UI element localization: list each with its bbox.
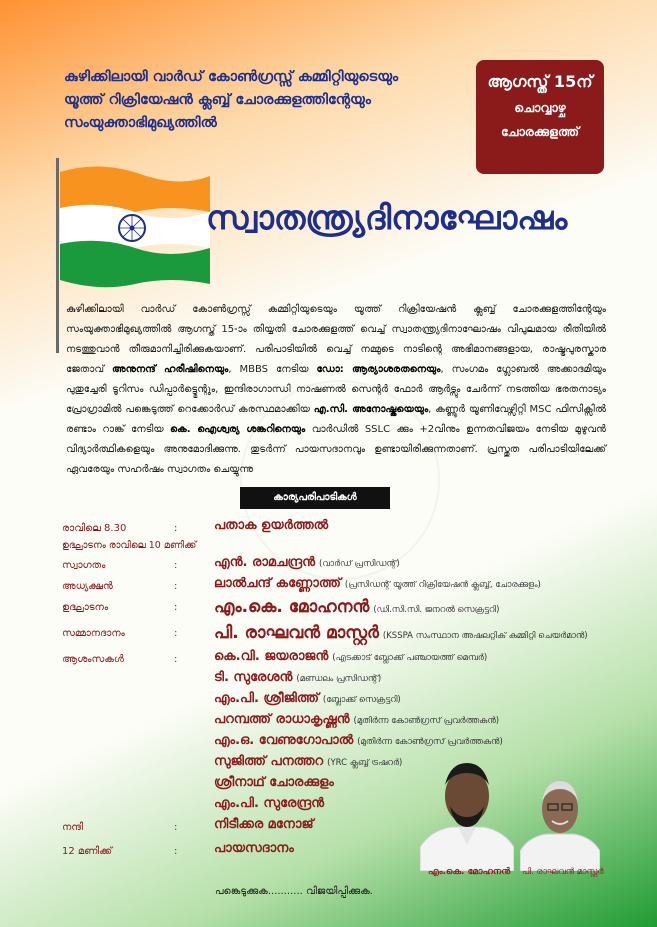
row-note: (YRC ക്ലബ്ബ് ട്രഷറർ): [327, 758, 403, 768]
row-colon: :: [174, 822, 178, 833]
para-text-1: കുഴിക്കിലായി വാർഡ് കോൺഗ്രസ്സ് കമ്മിറ്റിയുടെയും യൂത്ത് റിക്രിയേഷൻ ക്ലബ്ബ് ചോരക്കുളത്തിന്റേയും സംയുക്താഭിമുഖ്യത്തിൽ ആഗസ്ത് 15-ാം തിയ്യതി ചോരക്കുളത്ത് വെച്ച് സ്വാതന്ത്ര്യദിനാഘോഷം വിപുലമായ രീതിയിൽ നടത്തുവാൻ തീരുമാനിച്ചിരിക്കുകയാണ്. പരിപാടിയിൽ വെച്ച് നമ്മുടെ നാടിന്റെ അഭിമാനങ്ങളായ, രാഷ്ട്രപുരസ്കാര ജേതാവ്: [66, 304, 606, 375]
row-value-text: പി. രാഘവൻ മാസ്റ്റർ: [214, 623, 379, 643]
program-row: [62, 670, 622, 691]
row-value-text: എം.പി. ശ്രീജിത്ത്: [214, 691, 319, 706]
row-value-text: പറമ്പത്ത് രാധാകൃഷ്ണൻ: [214, 712, 350, 727]
row-value: [214, 597, 499, 617]
event-place: ചോരക്കുളത്ത്: [500, 124, 580, 139]
honoree-1: അനുനന്ദ് ഹരീഷിനെയും: [112, 364, 229, 375]
row-label: സമ്മാനദാനം: [62, 628, 125, 639]
row-value: [214, 712, 499, 727]
event-day: ചൊവ്വാഴ്ച: [514, 100, 566, 115]
row-value: [214, 555, 400, 570]
row-value: [214, 775, 334, 790]
headline-line-2: യൂത്ത് റിക്രിയേഷൻ ക്ലബ്ബ് ചോരക്കുളത്തിന്റേയും: [64, 92, 371, 108]
row-value-text: ലാൽചന്ദ് കണ്ണോത്ത്: [214, 576, 341, 591]
row-colon: :: [174, 581, 178, 592]
row-note: (വാർഡ് പ്രസിഡന്റ്): [319, 559, 400, 569]
flag-pole: [56, 158, 59, 353]
row-note: (പ്രസിഡന്റ് യൂത്ത് റിക്രിയേഷൻ ക്ലബ്ബ്, ചോരക്കുളം): [344, 580, 541, 590]
row-note: (ഡി.സി.സി. ജനറൽ സെക്രട്ടറി): [373, 605, 500, 615]
row-value-text: ടി. സുരേശൻ: [214, 670, 293, 685]
row-value-text: സുജിത്ത് പനത്തറ: [214, 754, 324, 769]
row-note: (ബ്ലോക്ക് സെക്രട്ടറി): [322, 695, 401, 705]
row-value: [214, 841, 294, 856]
row-note: (മുതിർന്ന കോൺഗ്രസ് പ്രവർത്തകൻ): [357, 737, 503, 747]
row-label: ആശംസകൾ: [62, 654, 124, 665]
row-colon: :: [174, 560, 178, 571]
row-value: [214, 733, 503, 748]
program-row: [62, 733, 622, 754]
row-value: [214, 817, 314, 832]
row-value: [214, 518, 328, 533]
row-value-text: എം.ഒ. വേണുഗോപാൽ: [214, 733, 354, 748]
program-row: [62, 597, 622, 623]
row-label: അധ്യക്ഷൻ: [62, 581, 113, 592]
para-text-4: , കണ്ണൂർ യൂണിവേഴ്സിറ്റി MSC ഫിസിക്സിൽ രണ്ടാം റാങ്ക് നേടിയ: [66, 404, 606, 435]
portrait-photo-mohanan: [420, 751, 514, 871]
program-row: [62, 649, 622, 670]
program-row: [62, 555, 622, 576]
row-value-text: ശ്രീനാഥ് ചോരക്കുളം: [214, 775, 334, 790]
program-row: [62, 576, 622, 597]
indian-flag-icon: [60, 160, 210, 290]
invitation-paragraph: [66, 300, 606, 480]
row-label: രാവിലെ 8.30: [62, 523, 127, 534]
program-row: [62, 712, 622, 733]
portrait-photo-raghavan: [520, 771, 600, 871]
row-value: [214, 576, 541, 591]
row-value: [214, 623, 588, 643]
row-note: (എടക്കാട് ബ്ലോക്ക് പഞ്ചായത്ത് മെമ്പർ): [332, 653, 488, 663]
row-value-text: എം.പി. സുരേന്ദ്രൻ: [214, 796, 325, 811]
row-value-text: എം.കെ. മോഹനൻ: [214, 597, 370, 617]
row-note: (KSSPA സംസ്ഥാന അഷലറ്റിക് കമ്മിറ്റി ചെയർമാൻ): [382, 631, 588, 641]
row-value: [214, 670, 381, 685]
para-text-3: , സംഗമം ഗ്ലോബൽ അക്കാദമിയും പുതുച്ചേരി ടൂറിസം ഡിപ്പാർട്ട്മെന്റും, ഇന്ദിരാഗാന്ധി നാഷണൽ സെന്റർ ഫോർ ആർട്സും ചേർന്ന് നടത്തിയ ഭരതനാട്യം പ്രോഗ്രാമിൽ പങ്കെടുത്ത് റെക്കോർഡ് കരസ്ഥമാക്കിയ: [66, 364, 606, 415]
event-date: ആഗസ്ത് 15ന്: [487, 72, 593, 91]
row-colon: :: [174, 523, 178, 534]
program-row: [62, 691, 622, 712]
program-row: [62, 518, 622, 539]
row-label: സ്വാഗതം: [62, 560, 106, 571]
footer-slogan: പങ്കെടുക്കുക........... വിജയിപ്പിക്കുക.: [215, 886, 373, 897]
para-text-2: , MBBS നേടിയ: [228, 364, 317, 375]
row-label: ഉദ്ഘാടനം: [62, 602, 109, 613]
para-text-5: വാർഡിൽ SSLC ക്കും +2വിനും ഉന്നതവിജയം നേടിയ മുഴുവൻ വിദ്യാർത്ഥികളെയും അനുമോദിക്കുന്നു. തുടർന്ന് പായസദാനവും ഉണ്ടായിരിക്കുന്നതാണ്. പ്രസ്തുത പരിപാടിയിലേക്ക് ഏവരേയും സഹർഷം സ്വാഗതം ചെയ്യുന്നു: [66, 424, 606, 475]
honoree-4: കെ. ഐശ്വര്യ ശങ്കറിനെയും: [170, 424, 306, 435]
headline-line-3: സംയുക്താഭിമുഖ്യത്തിൽ: [64, 115, 217, 131]
row-value-text: എൻ. രാമചന്ദ്രൻ: [214, 555, 316, 570]
headline-line-1: കുഴിക്കിലായി വാർഡ് കോൺഗ്രസ്സ് കമ്മിറ്റിയുടെയും: [64, 69, 399, 85]
row-label: നന്ദി: [62, 822, 84, 833]
row-colon: :: [174, 602, 178, 613]
program-row: [62, 623, 622, 649]
row-value-text: പായസദാനം: [214, 841, 294, 856]
row-value-text: കെ.വി. ജയരാജൻ: [214, 649, 329, 664]
inauguration-time: ഉദ്ഘാടനം രാവിലെ 10 മണിക്ക്: [62, 540, 197, 551]
honoree-2: ഡോ: ആര്യാശരതനെയും: [316, 364, 441, 375]
row-colon: :: [174, 846, 178, 857]
row-note: (മുതിർന്ന കോൺഗ്രസ് പ്രവർത്തകൻ): [353, 716, 500, 726]
date-box: [476, 60, 604, 174]
row-colon: :: [174, 628, 178, 639]
photo-caption-2: പി. രാഘവൻ മാസ്റ്റർ: [522, 867, 604, 877]
row-label: 12 മണിക്ക്: [62, 846, 113, 857]
photo-caption-1: എം.കെ. മോഹനൻ: [428, 867, 511, 877]
row-value-text: പതാക ഉയർത്തൽ: [214, 518, 329, 533]
row-colon: :: [174, 654, 178, 665]
row-value: [214, 691, 401, 706]
row-note: (മണ്ഡലം പ്രസിഡന്റ്): [296, 674, 382, 684]
row-value: [214, 754, 402, 769]
headline: [64, 66, 474, 135]
program-heading: കാര്യപരിപാടികൾ: [240, 487, 390, 509]
row-value: [214, 649, 487, 664]
row-value: [214, 796, 324, 811]
row-value-text: നിടീക്കര മനോജ്: [214, 817, 314, 832]
main-title: സ്വാതന്ത്ര്യദിനാഘോഷം: [206, 198, 568, 237]
honoree-3: എ.സി. അനോഷ്കയെയും: [313, 404, 429, 415]
